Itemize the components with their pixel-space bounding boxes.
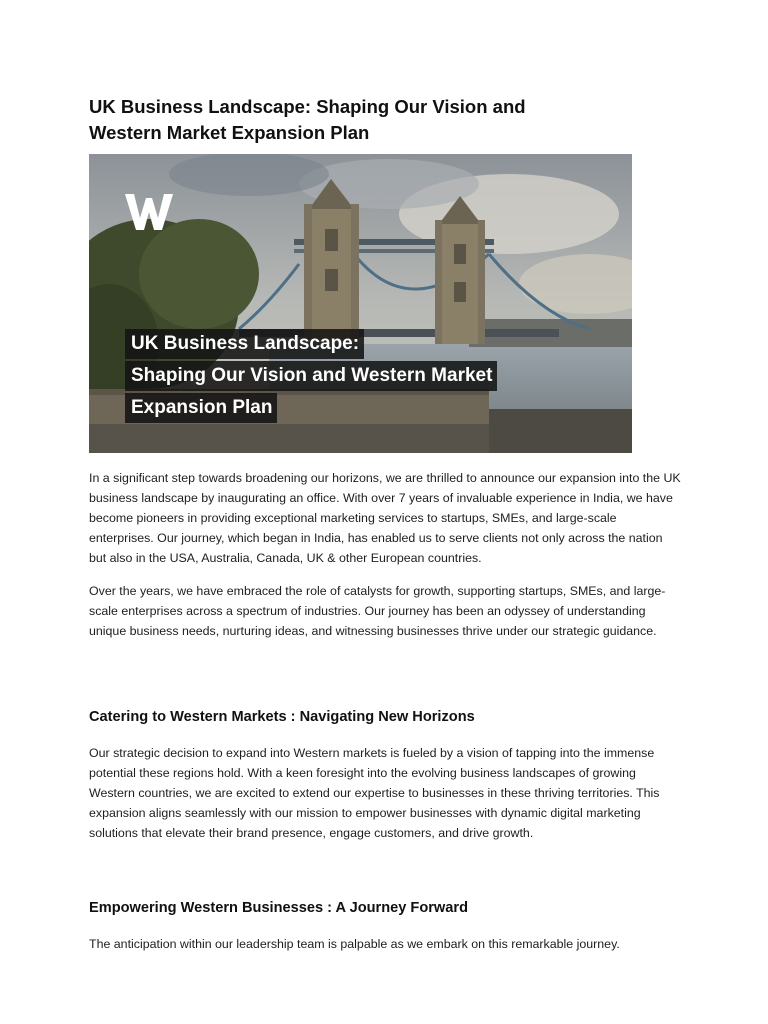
hero-overlay-line: Shaping Our Vision and Western Market <box>125 361 497 391</box>
empowering-paragraph: The anticipation within our leadership team is palpable as we embark on this remarkable journey. <box>89 937 620 951</box>
hero-overlay-line: Expansion Plan <box>125 393 277 423</box>
intro-paragraph: In a significant step towards broadening our horizons, we are thrilled to announce our expansion into the UK business landscape by inaugurating an office. With over 7 years of invaluable experience in India, we have become pioneers in providing exceptional marketing services to startups, SMEs, and large-scale enterprises. Our journey, which began in India, has enabled us to serve clients not only across the nation but also in the USA, Australia, Canada, UK & other European countries. <box>89 471 681 565</box>
western-markets-paragraph: Our strategic decision to expand into Western markets is fueled by a vision of tapping into the immense potential these regions hold. With a keen foresight into the evolving business landscapes of growing Western countries, we are excited to extend our expertise to businesses in these thriving territories. This expansion aligns seamlessly with our mission to empower businesses with dynamic digital marketing solutions that elevate their brand presence, engage customers, and drive growth. <box>89 746 660 840</box>
brand-logo <box>125 194 173 232</box>
hero-image <box>89 154 632 453</box>
document-title: UK Business Landscape: Shaping Our Vision and Western Market Expansion Plan <box>89 96 526 143</box>
w-logo-icon <box>125 194 173 232</box>
hero-overlay-title <box>125 329 497 425</box>
growth-paragraph: Over the years, we have embraced the role of catalysts for growth, supporting startups, SMEs, and large-scale enterprises across a spectrum of industries. Our journey has been an odyssey of understanding unique business needs, nurturing ideas, and witnessing businesses thrive under our strategic guidance. <box>89 584 666 638</box>
section-heading-western-markets: Catering to Western Markets : Navigating New Horizons <box>89 709 475 725</box>
hero-overlay-line: UK Business Landscape: <box>125 329 364 359</box>
section-heading-empowering: Empowering Western Businesses : A Journey Forward <box>89 900 468 916</box>
